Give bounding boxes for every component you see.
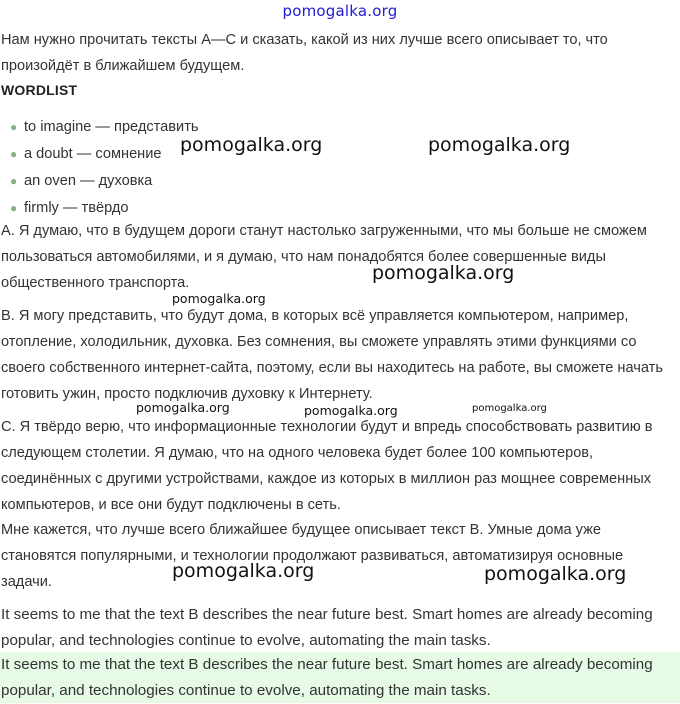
watermark: pomogalka.org xyxy=(428,134,571,156)
watermark: pomogalka.org xyxy=(180,134,323,156)
text-a-paragraph: A. Я думаю, что в будущем дороги станут настолько загруженными, что мы больше не сможем пользоваться автомобилями, и я думаю, что нам понадобятся более совершенные виды общественного транспорта. xyxy=(1,223,647,291)
bullet-icon: ● xyxy=(10,147,18,161)
intro-paragraph: Нам нужно прочитать тексты A—C и сказать, какой из них лучше всего описывает то, что произойдёт в ближайшем будущем. xyxy=(1,32,608,74)
watermark: pomogalka.org xyxy=(172,560,315,582)
watermark: pomogalka.org xyxy=(304,403,398,418)
wordlist-heading: WORDLIST xyxy=(1,82,78,98)
list-item: ● firmly — твёрдо xyxy=(10,195,199,222)
watermark: pomogalka.org xyxy=(472,403,547,414)
bullet-icon: ● xyxy=(10,174,18,188)
watermark: pomogalka.org xyxy=(136,400,230,415)
watermark: pomogalka.org xyxy=(372,262,515,284)
watermark: pomogalka.org xyxy=(484,563,627,585)
answer-russian: Мне кажется, что лучше всего ближайшее будущее описывает текст B. Умные дома уже становятся популярными, и технологии продолжают развиваться, автоматизируя основные задачи. xyxy=(1,522,624,590)
wordlist xyxy=(10,114,199,222)
answer-english-highlighted xyxy=(0,652,680,703)
text-c-paragraph: C. Я твёрдо верю, что информационные технологии будут и впредь способствовать развитию в следующем столетии. Я думаю, что на одного человека будет более 100 компьютеров, соединённых с другими устройствами, каждое из которых в миллион раз мощнее современных компьютеров, и все они будут подключены в сеть. xyxy=(1,419,653,513)
watermark: pomogalka.org xyxy=(172,291,266,306)
answer-english-highlighted-text: It seems to me that the text B describes the near future best. Smart homes are already becoming popular, and technologies continue to evolve, automating the main tasks. xyxy=(1,656,653,699)
list-item: ● to imagine — представить xyxy=(10,114,199,141)
bullet-icon: ● xyxy=(10,201,18,215)
list-item: ● an oven — духовка xyxy=(10,168,199,195)
bullet-icon: ● xyxy=(10,120,18,134)
list-item: ● a doubt — сомнение xyxy=(10,141,199,168)
answer-english: It seems to me that the text B describes the near future best. Smart homes are already becoming popular, and technologies continue to evolve, automating the main tasks. xyxy=(1,606,653,649)
text-b-paragraph: B. Я могу представить, что будут дома, в которых всё управляется компьютером, например, отопление, холодильник, духовка. Без сомнения, вы сможете управлять этими функциями со своего собственного интернет-сайта, поэтому, если вы находитесь на работе, вы сможете начать готовить ужин, просто подключив духовку к Интернету. xyxy=(1,308,663,402)
site-header-link[interactable]: pomogalka.org xyxy=(282,2,398,20)
